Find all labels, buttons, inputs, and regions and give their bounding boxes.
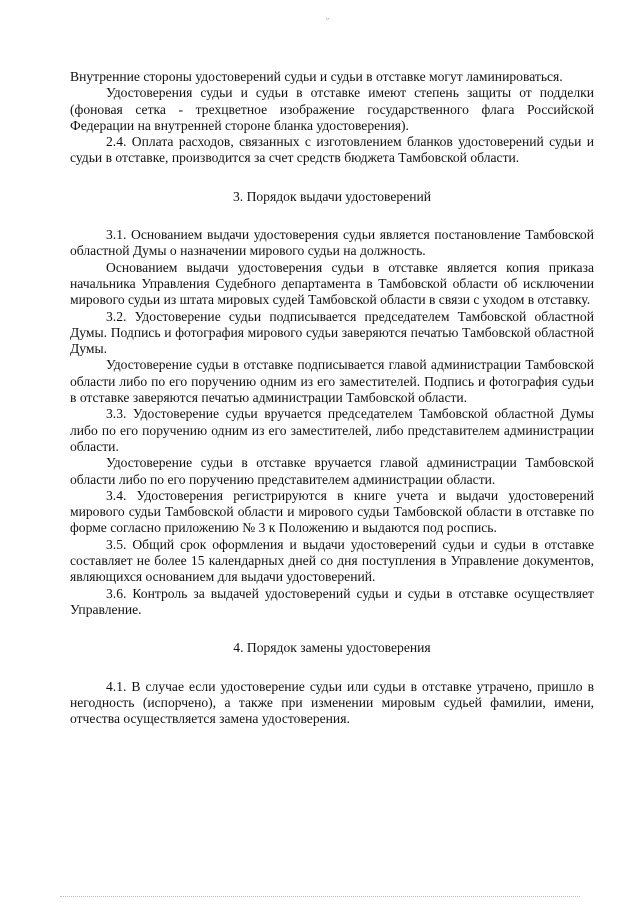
paragraph: 3.3. Удостоверение судьи вручается председателем Тамбовской областной Думы либо по его поручению одним из его заместителей, либо представителем администрации области. xyxy=(70,406,594,454)
paragraph: 3.5. Общий срок оформления и выдачи удостоверений судьи и судьи в отставке составляет не более 15 календарных дней со дня поступления в Управление документов, являющихся основанием для выдачи удостоверений. xyxy=(70,536,594,585)
paragraph: 3.4. Удостоверения регистрируются в книге учета и выдачи удостоверений мирового судьи Тамбовской области и мирового судьи Тамбовской области в отставке по форме согласно приложению № 3 к Положению и выдаются под роспись. xyxy=(70,487,594,536)
paragraph: 4.1. В случае если удостоверение судьи или судьи в отставке утрачено, пришло в негодность (испорчено), а также при изменении мировым судьей фамилии, имени, отчества осуществляется замена удостоверения. xyxy=(70,678,594,727)
paragraph: 3.6. Контроль за выдачей удостоверений судьи и судьи в отставке осуществляет Управление. xyxy=(70,585,594,617)
section-4-title: 4. Порядок замены удостоверения xyxy=(233,640,431,656)
paragraph: 3.1. Основанием выдачи удостоверения судьи является постановление Тамбовской областной Думы о назначении мирового судьи на должность. xyxy=(70,227,594,259)
paragraph: 3.2. Удостоверение судьи подписывается председателем Тамбовской областной Думы. Подпись и фотография мирового судьи заверяются печатью Тамбовской областной Думы. xyxy=(70,308,594,357)
paragraph: Основанием выдачи удостоверения судьи в отставке является копия приказа начальника Управления Судебного департамента в Тамбовской области об исключении мирового судьи из штата мировых судей Тамбовской области в связи с уходом в отставку. xyxy=(70,259,594,308)
paragraph: Удостоверения судьи и судьи в отставке имеют степень защиты от подделки (фоновая сетка - трехцветное изображение государственного флага Российской Федерации на внутренней стороне бланка удостоверения). xyxy=(70,85,594,133)
paragraph: Внутренние стороны удостоверений судьи и судьи в отставке могут ламинироваться. xyxy=(70,69,563,84)
paragraph: Удостоверение судьи в отставке подписывается главой администрации Тамбовской области либо по его поручению одним из его заместителей. Подпись и фотография судьи в отставке заверяются печатью администрации Тамбовской области. xyxy=(70,357,594,406)
scan-edge-artifact xyxy=(60,896,580,899)
page-mark: ᵕ xyxy=(326,14,329,25)
document-body xyxy=(70,69,594,727)
paragraph: Удостоверение судьи в отставке вручается главой администрации Тамбовской области либо по его поручению представителем администрации области. xyxy=(70,455,594,487)
section-3-title: 3. Порядок выдачи удостоверений xyxy=(232,188,432,204)
paragraph: 2.4. Оплата расходов, связанных с изготовлением бланков удостоверений судьи и судьи в отставке, производится за счет средств бюджета Тамбовской области. xyxy=(70,134,594,166)
